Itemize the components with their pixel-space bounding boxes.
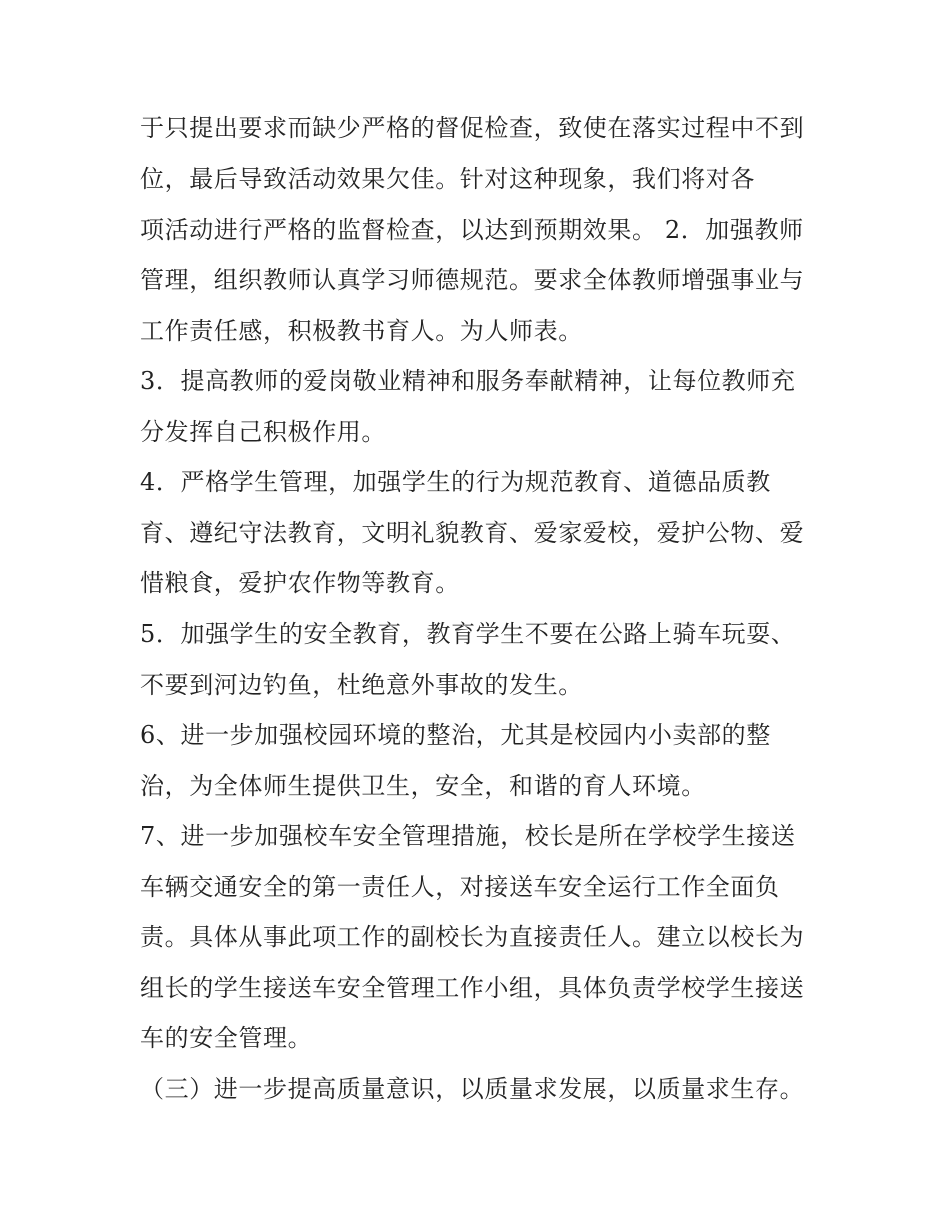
text-line: 4．严格学生管理，加强学生的行为规范教育、道德品质教	[140, 468, 771, 496]
text-line: 6、进一步加强校园环境的整治，尤其是校园内小卖部的整	[140, 721, 771, 749]
text-line: 7、进一步加强校车安全管理措施，校长是所在学校学生接送	[140, 822, 796, 850]
text-line: 分发挥自己积极作用。	[140, 418, 386, 446]
text-line: （三）进一步提高质量意识，以质量求发展，以质量求生存。	[140, 1075, 805, 1103]
text-line: 责。具体从事此项工作的副校长为直接责任人。建立以校长为	[140, 923, 805, 951]
text-line: 于只提出要求而缺少严格的督促检查，致使在落实过程中不到	[140, 114, 805, 142]
text-line: 治，为全体师生提供卫生，安全，和谐的育人环境。	[140, 772, 706, 800]
text-line: 惜粮食，爱护农作物等教育。	[140, 569, 460, 597]
text-line: 工作责任感，积极教书育人。为人师表。	[140, 317, 583, 345]
text-line: 管理，组织教师认真学习师德规范。要求全体教师增强事业与	[140, 266, 805, 294]
text-line: 3．提高教师的爱岗敬业精神和服务奉献精神，让每位教师充	[140, 367, 796, 395]
text-line: 项活动进行严格的监督检查，以达到预期效果。 2．加强教师	[140, 216, 804, 244]
text-line: 车的安全管理。	[140, 1024, 313, 1052]
text-line: 位，最后导致活动效果欠佳。针对这种现象，我们将对各	[140, 165, 755, 193]
text-line: 车辆交通安全的第一责任人，对接送车安全运行工作全面负	[140, 873, 780, 901]
text-line: 5．加强学生的安全教育，教育学生不要在公路上骑车玩耍、	[140, 620, 796, 648]
text-line: 育、遵纪守法教育，文明礼貌教育、爱家爱校，爱护公物、爱	[140, 519, 805, 547]
text-line: 组长的学生接送车安全管理工作小组，具体负责学校学生接送	[140, 974, 805, 1002]
text-line: 不要到河边钓鱼，杜绝意外事故的发生。	[140, 671, 583, 699]
